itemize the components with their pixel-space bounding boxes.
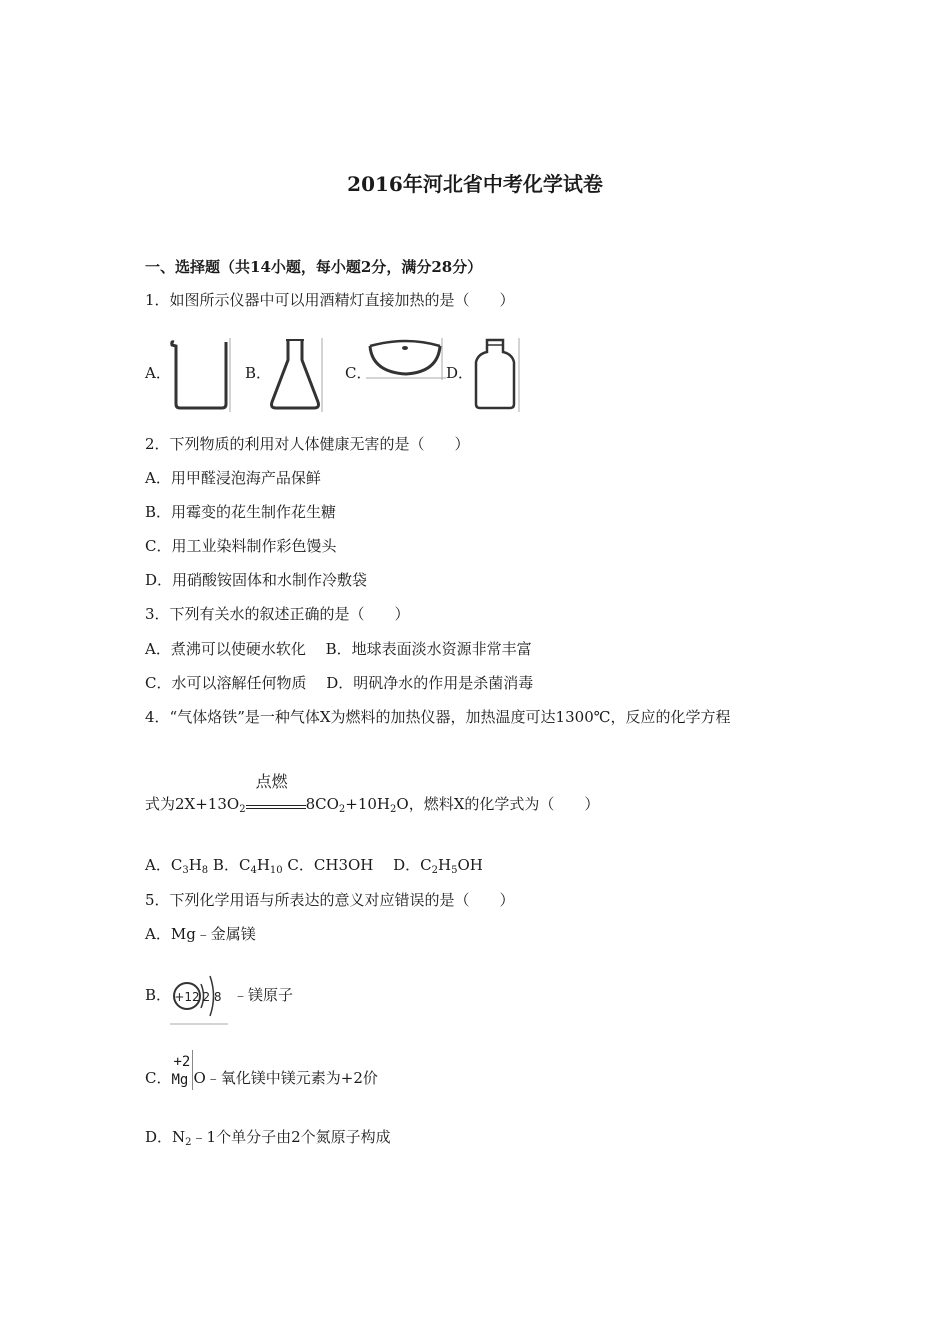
q4-option-c-d: C．CH3OH D．C [282,856,432,874]
page-title: 2016年河北省中考化学试卷 [347,172,603,196]
conical-flask-icon [266,336,326,416]
element: OH [457,856,483,874]
valence-notation [171,1054,193,1088]
subscript: 2 [431,865,439,876]
q1-option-b-label: B． [245,364,272,382]
subscript: 3 [182,865,189,876]
question-2-stem: 2．下列物质的利用对人体健康无害的是（ ） [145,435,470,453]
eq-sub: 2 [338,804,346,815]
q5-option-c-label: C． [145,1069,172,1087]
q2-option-a: A．用甲醛浸泡海产品保鲜 [145,469,321,487]
reaction-arrow [246,772,306,814]
q4-equation [145,772,600,815]
eq-sub: 2 [239,804,246,815]
question-1-stem: 1．如图所示仪器中可以用酒精灯直接加热的是（ ） [145,291,515,309]
q5-option-c [145,1054,378,1088]
q2-option-b: B．用霉变的花生制作花生糖 [145,503,337,521]
q4-options [145,855,483,875]
element: H [438,856,452,874]
q5-option-d-text: ﹣1个单分子由2个氮原子构成 [191,1128,391,1146]
beaker-icon [168,336,234,416]
atom-shell-electrons: 2 8 [202,990,222,1004]
q5-option-a: A．Mg﹣金属镁 [145,925,256,943]
reagent-bottle-icon [470,336,522,416]
eq-sub: 2 [390,804,397,815]
atom-nucleus-label: +12 [174,990,200,1004]
question-5-stem: 5．下列化学用语与所表达的意义对应错误的是（ ） [145,891,515,909]
subscript: 5 [451,865,458,876]
q5-option-d [145,1127,391,1147]
q5-option-c-text: O﹣氧化镁中镁元素为+2价 [193,1069,378,1087]
q4-option-a: A．C [145,856,183,874]
q2-option-c: C．用工业染料制作彩色馒头 [145,537,337,555]
element: H [188,856,202,874]
q4-option-b: B．C [208,856,251,874]
eq-suffix: O，燃料X的化学式为（ ） [396,795,600,813]
q1-option-a-label: A． [145,364,171,382]
subscript: 4 [250,865,257,876]
q3-options-row-1: A．煮沸可以使硬水软化 B．地球表面淡水资源非常丰富 [145,640,532,658]
q5-option-d-prefix: D．N [145,1128,186,1146]
q1-option-d-label: D． [446,364,474,382]
eq-product-2: +10H [345,795,391,813]
subscript: 10 [269,865,283,876]
element-symbol: Mg [171,1072,189,1088]
question-3-stem: 3．下列有关水的叙述正确的是（ ） [145,605,410,623]
q2-option-d: D．用硝酸铵固体和水制作冷敷袋 [145,571,368,589]
atom-structure-diagram [170,970,232,1030]
question-4-stem: 4．“气体烙铁”是一种气体X为燃料的加热仪器，加热温度可达1300℃，反应的化学方程 [145,708,731,726]
q5-option-b-text: ﹣镁原子 [233,986,294,1004]
section-heading: 一、选择题（共14小题，每小题2分，满分28分） [145,258,483,276]
eq-product-1: 8CO [305,795,339,813]
q1-option-c-label: C． [345,364,372,382]
valence-value: +2 [173,1054,191,1070]
reaction-condition: 点燃 [255,772,288,791]
q5-option-b-label: B． [145,986,172,1004]
q3-options-row-2: C．水可以溶解任何物质 D．明矾净水的作用是杀菌消毒 [145,674,534,692]
subscript: 2 [185,1137,192,1148]
element: H [256,856,270,874]
eq-prefix: 式为2X+13O [145,795,240,813]
evaporating-dish-icon [366,338,446,384]
subscript: 8 [201,865,209,876]
